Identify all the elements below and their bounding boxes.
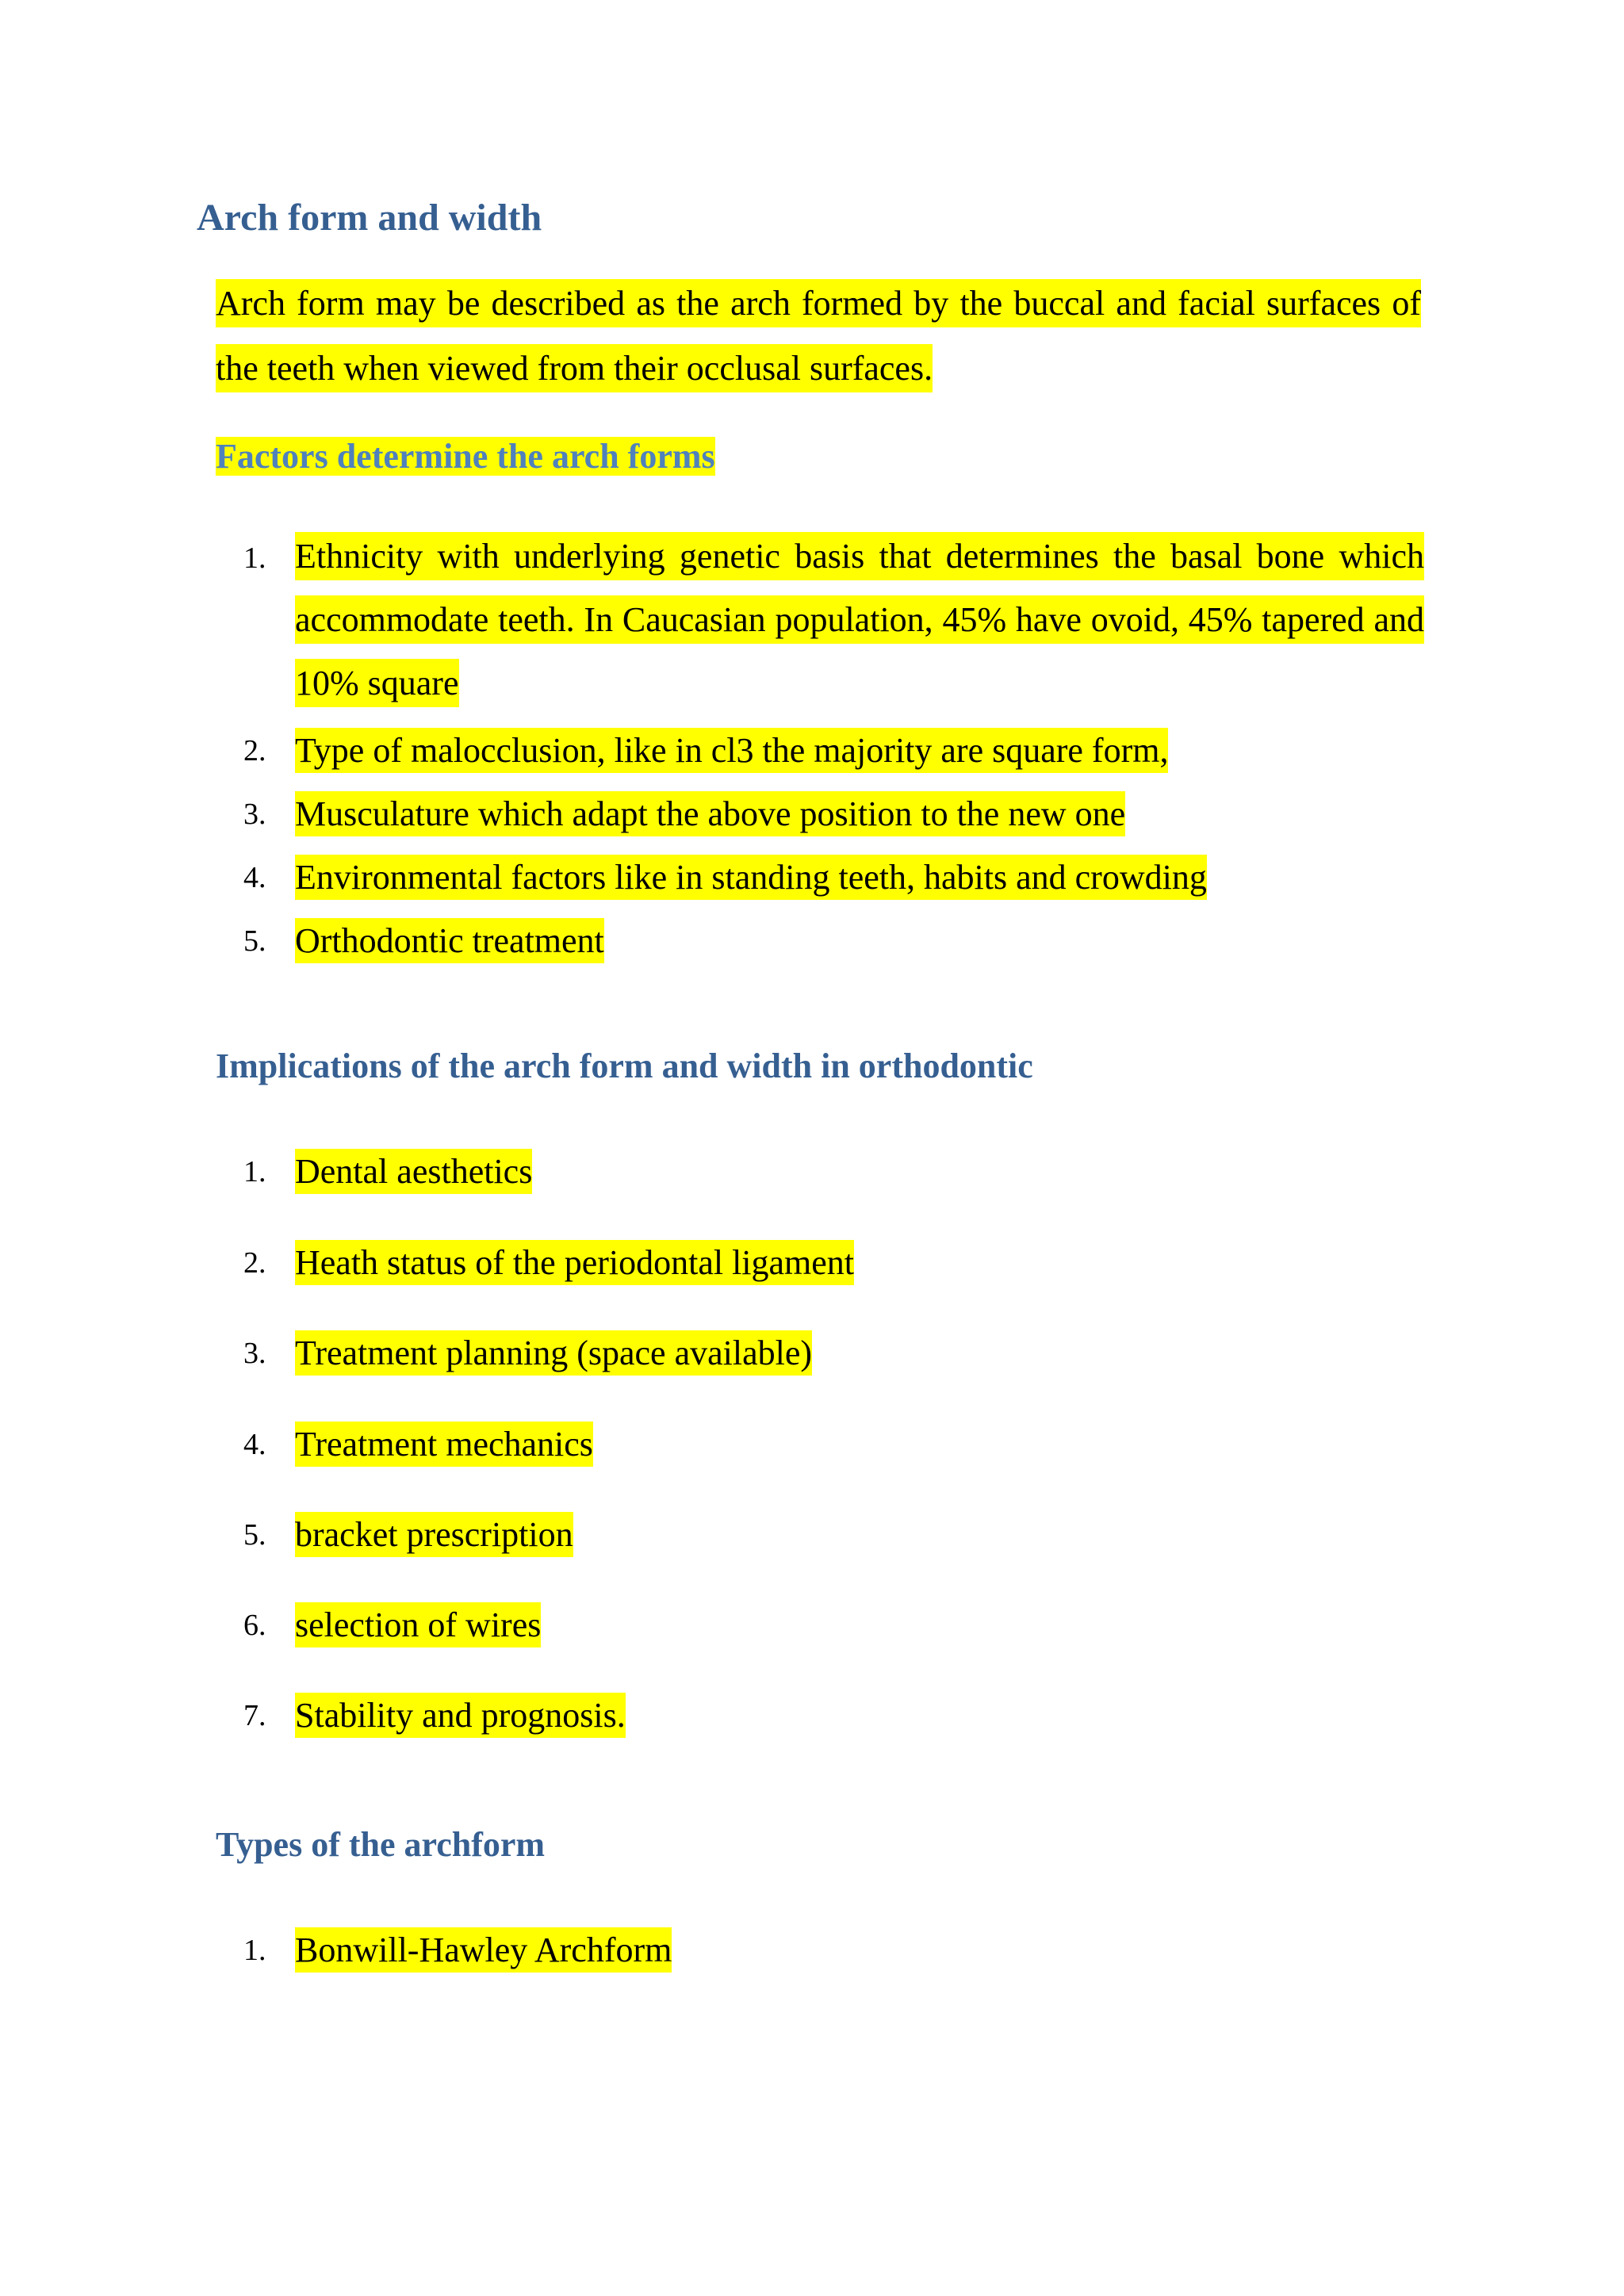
- list-number: 1.: [243, 1155, 266, 1188]
- list-number: 3.: [243, 1337, 266, 1370]
- list-item-text: Heath status of the periodontal ligament: [295, 1240, 854, 1285]
- list-item-text-wrap: [295, 790, 1125, 839]
- section-heading-types: Types of the archform: [216, 1825, 546, 1864]
- list-number: 2.: [243, 1246, 266, 1280]
- list-number: 1.: [243, 541, 266, 575]
- list-number: 7.: [243, 1699, 266, 1732]
- list-item-text: Ethnicity with underlying genetic basis that determines the basal bone which accommodate teeth. In Caucasian population, 45% have ovoid, 45% tapered and 10% square: [295, 532, 1424, 707]
- list-number: 2.: [243, 734, 266, 767]
- list-item-text-wrap: [295, 1510, 573, 1559]
- list-item-text-wrap: [295, 1601, 541, 1650]
- list-item-text: Dental aesthetics: [295, 1149, 532, 1194]
- list-item-text-wrap: [295, 853, 1207, 902]
- list-number: 4.: [243, 1428, 266, 1461]
- section-heading-implications: Implications of the arch form and width in orthodontic: [216, 1047, 1033, 1085]
- section-heading-factors: [216, 432, 715, 481]
- list-item-text: selection of wires: [295, 1602, 541, 1647]
- list-item-text-multiline: [295, 525, 1424, 715]
- list-item-text-wrap: [295, 726, 1168, 775]
- list-item-text: bracket prescription: [295, 1512, 573, 1557]
- list-item-text: Musculature which adapt the above position to the new one: [295, 791, 1125, 836]
- list-item-text: Stability and prognosis.: [295, 1693, 626, 1738]
- list-item-text-wrap: [295, 1329, 812, 1378]
- list-item-text: Bonwill-Hawley Archform: [295, 1927, 672, 1973]
- list-item-text-wrap: [295, 1691, 626, 1740]
- list-item-text: Type of malocclusion, like in cl3 the majority are square form,: [295, 728, 1168, 773]
- list-item-text: Treatment mechanics: [295, 1422, 593, 1467]
- list-item-text: Environmental factors like in standing teeth, habits and crowding: [295, 855, 1207, 900]
- list-item-text: Treatment planning (space available): [295, 1330, 812, 1376]
- list-number: 6.: [243, 1609, 266, 1642]
- list-item-text-wrap: [295, 1420, 593, 1469]
- list-number: 5.: [243, 1518, 266, 1552]
- document-title: Arch form and width: [197, 197, 542, 239]
- list-number: 5.: [243, 924, 266, 958]
- list-item-text-wrap: [295, 1238, 854, 1288]
- list-item-text-wrap: [295, 1147, 532, 1196]
- list-number: 3.: [243, 798, 266, 831]
- intro-paragraph: [216, 271, 1421, 401]
- list-item-text-wrap: [295, 1926, 672, 1975]
- section-heading-text: Factors determine the arch forms: [216, 437, 715, 476]
- list-number: 1.: [243, 1934, 266, 1967]
- intro-text: Arch form may be described as the arch formed by the buccal and facial surfaces of the teeth when viewed from their occlusal surfaces.: [216, 279, 1421, 392]
- list-item-text-wrap: [295, 916, 604, 966]
- list-number: 4.: [243, 861, 266, 894]
- list-item-text: Orthodontic treatment: [295, 918, 604, 963]
